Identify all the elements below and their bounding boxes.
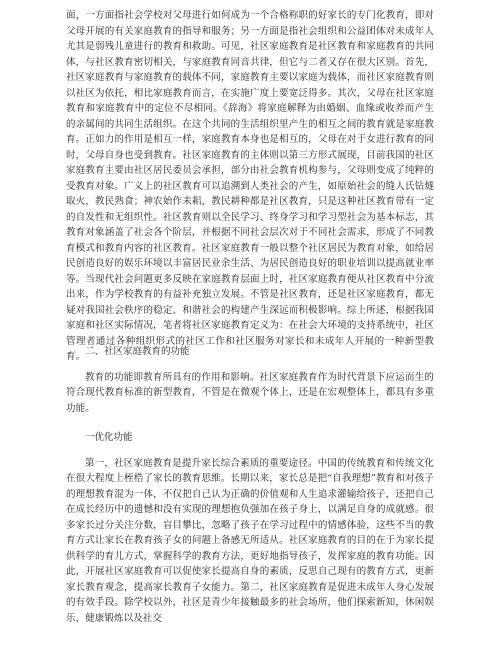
intro-paragraph: 面，一方面指社会学校对父母进行如何成为一个合格称职的好家长的专门化教育，即对父母开展的有关家庭教育的指导和服务；另一方面是指社会组织和公益团体对未成年人尤其是弱残儿童进行的教育和救助。可见，社区家庭教育是社区教育和家庭教育的共同体，与社区教育密切相关，与家庭教育同音共律，但它与二者又存在很大区别。首先，社区家庭教育与家庭教育的载体不同，家庭教育主要以家庭为载体，而社区家庭教育则以社区为依托，相比家庭教育而言，在实施广度上要宽泛得多。其次，父母在社区家庭教育和家庭教育中的定位不尽相同。《辞海》将家庭解释为由婚姻、血缘或收养而产生的亲属间的共同生活组织。在这个共同的生活组织里产生的相互之间的教育就是家庭教育。正如力的作用是相互一样，家庭教育本身也是相互的，父母在对于女进行教育的同时，父母自身也受到教育。社区家庭教育的主体则以第三方形式展现，目前我国的社区家庭教育主要由社区居民委员会承担，部分由社会教育机构参与，父母则变成了纯粹的受教育对象。广义上的社区教育可以追溯到人类社会的产生，如原始社会的缝人氏钻燧取火，教民熟食；神农始作耒耜，教民耕种都是社区教育，只是这种社区教育带有一定的自发性和无组织性。社区教育则以全民学习、终身学习和学习型社会为基本标志，其教育对象涵盖了社会各个阶层，并根据不同社会层次对于不同社会需求，形成了不同教育模式和教育内容的社区教育。社区家庭教育一般以整个社区居民为教育对象，如给居民创造良好的娱乐环境以丰富居民业余生活、为居民创造良好的职业培训以提高就业率等。当现代社会问题更多反映在家庭教育层面上时，社区家庭教育便从社区教育中分流出来，作为学校教育的有益补充独立发展。不管是社区教育，还是社区家庭教育，都无疑对我国社会秩序的稳定、和谐社会的构建产生深远而积极影响。综上所述，根据我国家庭和社区实际情况，笔者将社区家庭教育定义为：在社会大环境的支持系统中，社区管理者通过各种组织形式的社区工作和社区服务对家长和未成年人开展的一种新型教育。	[66, 10, 434, 362]
section-heading-optimization: 一优化功能	[85, 432, 133, 443]
first-point-paragraph: 第一，社区家庭教育是提升家长综合素质的重要途径。中国的传统教育和传统文化在很大程度上桎梏了家长的教育思维。长期以来，家长总是把“自我理想”教育和对孩子的理想教育混为一体，不仅把自己认为正确的价值观和人生追求灌输给孩子，还把自己在成长经历中的遗憾和没有实现的理想抱负强加在孩子身上，以满足自身的成就感。很多家长过分关注分数，盲目攀比，忽略了孩子在学习过程中的情感体验，这些不当的教育方式让家长在教育孩子女的问题上备感无所适从。社区家庭教育的目的在于为家长提供科学的育儿方式，掌握科学的教育方法，更好地指导孩子，发挥家庭的教育功能。因此，开展社区家庭教育可以促使家长提高自身的素质，反思自己现有的教育方式，更新家长教育观念，提高家长教育子女能力。第二，社区家庭教育是促进未成年人身心发展的有效手段。除学校以外，社区是青少年接触最多的社会场所，他们探索新知，休闲娱乐，健康锻炼以及社交	[66, 457, 434, 624]
functions-intro-paragraph: 教育的功能即教育所具有的作用和影响。社区家庭教育作为时代背景下应运而生的符合现代教育标准的新型教育，不管是在微观个体上，还是在宏观整体上，都具有多重功能。	[66, 371, 434, 414]
section-heading-functions: 二、社区家庭教育的功能	[85, 346, 190, 357]
